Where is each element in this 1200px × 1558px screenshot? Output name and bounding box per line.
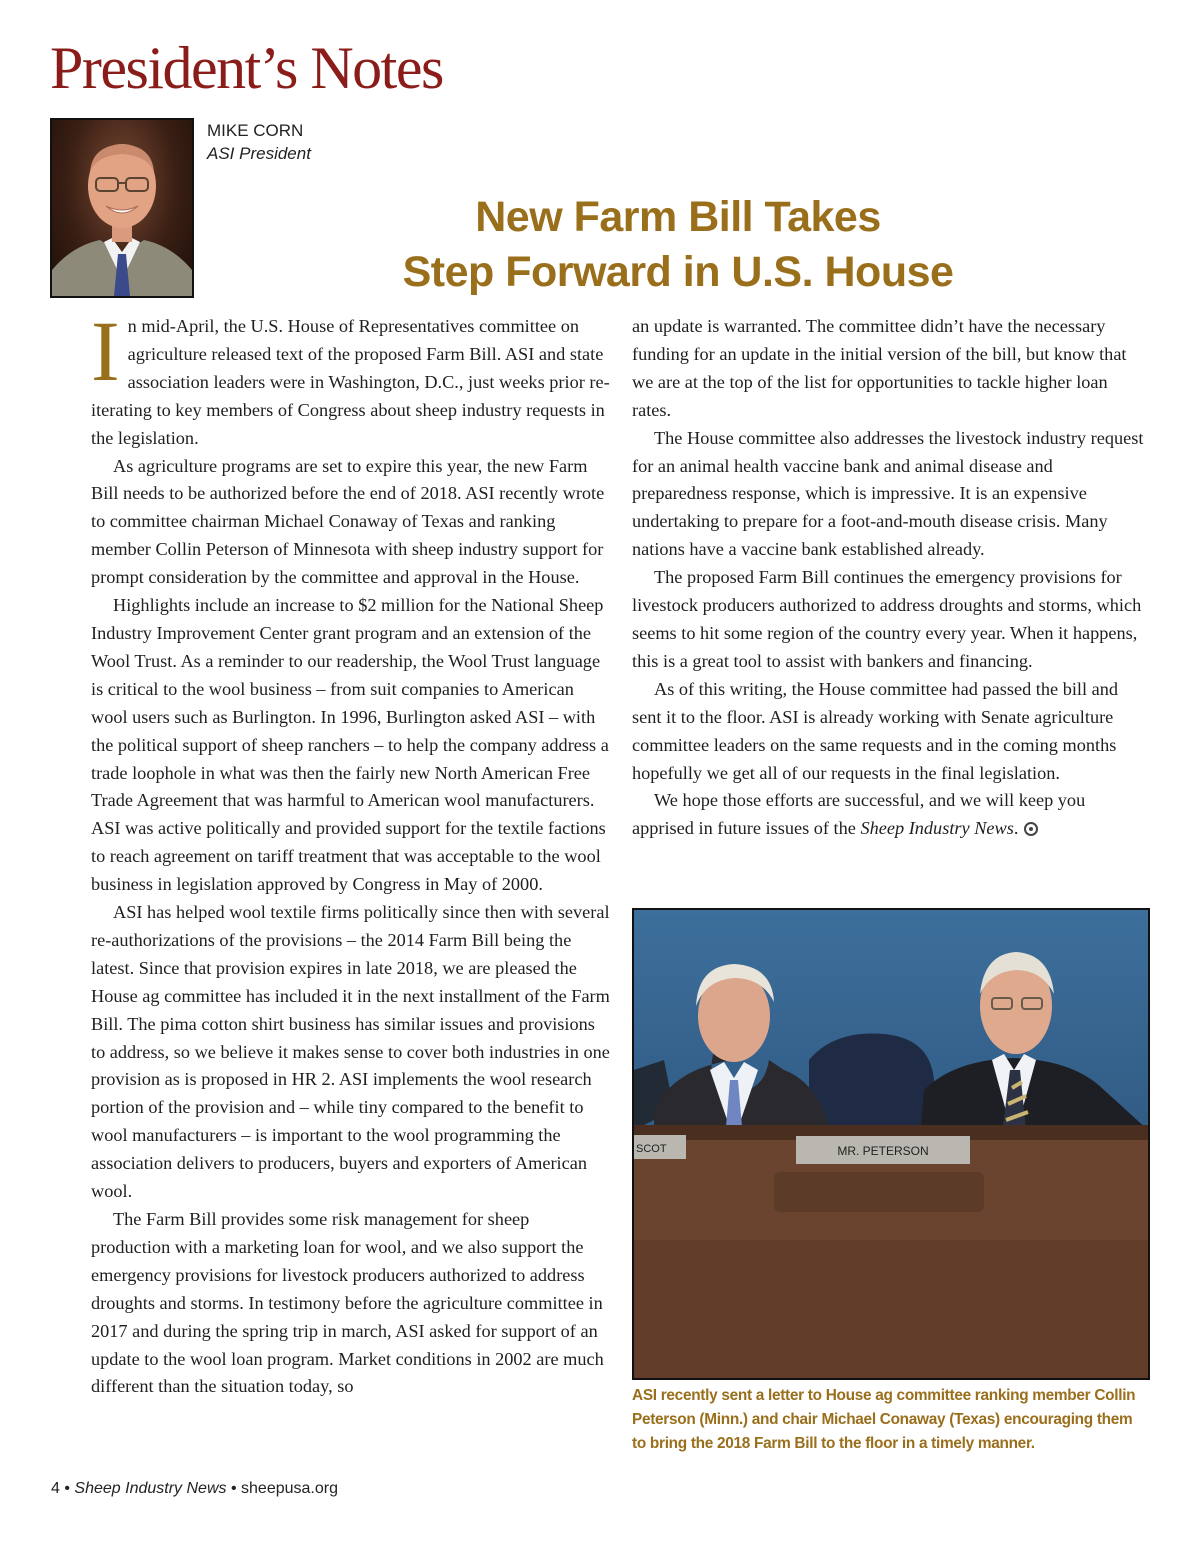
closing-text: We hope those efforts are successful, and we will keep you apprised in future issues of the xyxy=(632,790,1086,839)
nameplate-center: MR. PETERSON xyxy=(837,1144,929,1158)
page-number: 4 xyxy=(51,1480,60,1497)
article-paragraph xyxy=(91,303,611,453)
article-headline xyxy=(300,190,1056,300)
closing-publication: Sheep Industry News xyxy=(860,818,1014,839)
author-portrait-illustration xyxy=(52,120,192,296)
article-paragraph: Highlights include an increase to $2 million for the National Sheep Industry Improvement Center grant program and an extension of the Wool Trust. As a reminder to our readership, the Wool Trust language is critical to the wool business – from suit companies to American wool users such as Burlington. In 1996, Burlington asked ASI – with the political support of sheep ranchers – to help the company address a trade loophole in what was then the fairly new North American Free Trade Agreement that was harmful to American wool manufacturers. ASI was active politically and provided support for the textile factions to reach agreement on tariff treatment that was acceptable to the wool business in legislation approved by Congress in May of 2000. xyxy=(91,595,609,895)
footer-separator: • xyxy=(64,1480,70,1497)
footer-website: sheepusa.org xyxy=(241,1480,338,1497)
closing-period: . xyxy=(1013,818,1019,839)
page-footer xyxy=(51,1480,338,1498)
committee-photo xyxy=(632,908,1150,1380)
article-paragraph: The House committee also addresses the livestock industry request for an animal health vaccine bank and animal disease and preparedness response, which is impressive. It is an expensive undertaking to prepare for a foot-and-mouth disease crisis. Many nations have a vaccine bank established already. xyxy=(632,427,1144,560)
committee-photo-illustration xyxy=(634,910,1148,1378)
footer-separator: • xyxy=(230,1480,237,1497)
first-paragraph-text: n mid-April, the U.S. House of Representatives committee on agriculture released text of the proposed Farm Bill. ASI and state association leaders were in Washington, D.C., just weeks prior re-iterating to key members of Congress about sheep industry requests in the legislation. xyxy=(91,316,610,448)
drop-cap: I xyxy=(91,303,120,399)
nameplate-left: SCOT xyxy=(636,1143,667,1155)
article-paragraph: The Farm Bill provides some risk management for sheep production with a marketing loan for wool, and we also support the emergency provisions for livestock producers authorized to address droughts and storms. In testimony before the agriculture committee in 2017 and during the spring trip in march, ASI asked for support of an update to the wool loan program. Market conditions in 2002 are much different than the situation today, so xyxy=(91,1209,604,1397)
article-paragraph: The proposed Farm Bill continues the emergency provisions for livestock producers authorized to address droughts and storms, which seems to hit some region of the country every year. When it happens, this is a great tool to assist with bankers and financing. xyxy=(632,567,1142,671)
article-column-right xyxy=(632,313,1147,843)
section-title: President’s Notes xyxy=(50,35,443,101)
headline-line-2: Step Forward in U.S. House xyxy=(402,248,954,296)
article-paragraph: an update is warranted. The committee didn’t have the necessary funding for an update in the initial version of the bill, but know that we are at the top of the list for opportunities to tackle higher loan rates. xyxy=(632,316,1127,420)
article-paragraph xyxy=(632,787,1147,843)
author-portrait xyxy=(50,118,194,298)
author-name: MIKE CORN xyxy=(207,121,304,140)
headline-line-1: New Farm Bill Takes xyxy=(475,193,881,241)
end-of-article-icon xyxy=(1024,822,1038,836)
footer-publication: Sheep Industry News xyxy=(74,1480,227,1497)
author-role: ASI President xyxy=(207,144,311,163)
photo-caption: ASI recently sent a letter to House ag committee ranking member Collin Peterson (Minn.) and chair Michael Conaway (Texas) encouraging them to bring the 2018 Farm Bill to the floor in a timely manner. xyxy=(632,1387,1136,1452)
article-paragraph: As of this writing, the House committee had passed the bill and sent it to the floor. ASI is already working with Senate agriculture committee leaders on the same requests and in the coming months hopefully we get all of our requests in the final legislation. xyxy=(632,678,1119,783)
article-paragraph: As agriculture programs are set to expire this year, the new Farm Bill needs to be authorized before the end of 2018. ASI recently wrote to committee chairman Michael Conaway of Texas and ranking member Collin Peterson of Minnesota with sheep industry support for prompt consideration by the committee and approval in the House. xyxy=(91,455,605,588)
article-paragraph: ASI has helped wool textile firms politically since then with several re-authorizations of the provisions – the 2014 Farm Bill being the latest. Since that provision expires in late 2018, we are pleased the House ag committee has included it in the next installment of the Farm Bill. The pima cotton shirt business has similar issues and provisions to address, so we believe it makes sense to cover both industries in one provision as is proposed in HR 2. ASI implements the wool research portion of the provision and – while tiny compared to the benefit to wool manufacturers – is important to the wool programming the association delivers to producers, buyers and exporters of American wool. xyxy=(91,902,610,1202)
article-column-left xyxy=(91,303,611,1401)
